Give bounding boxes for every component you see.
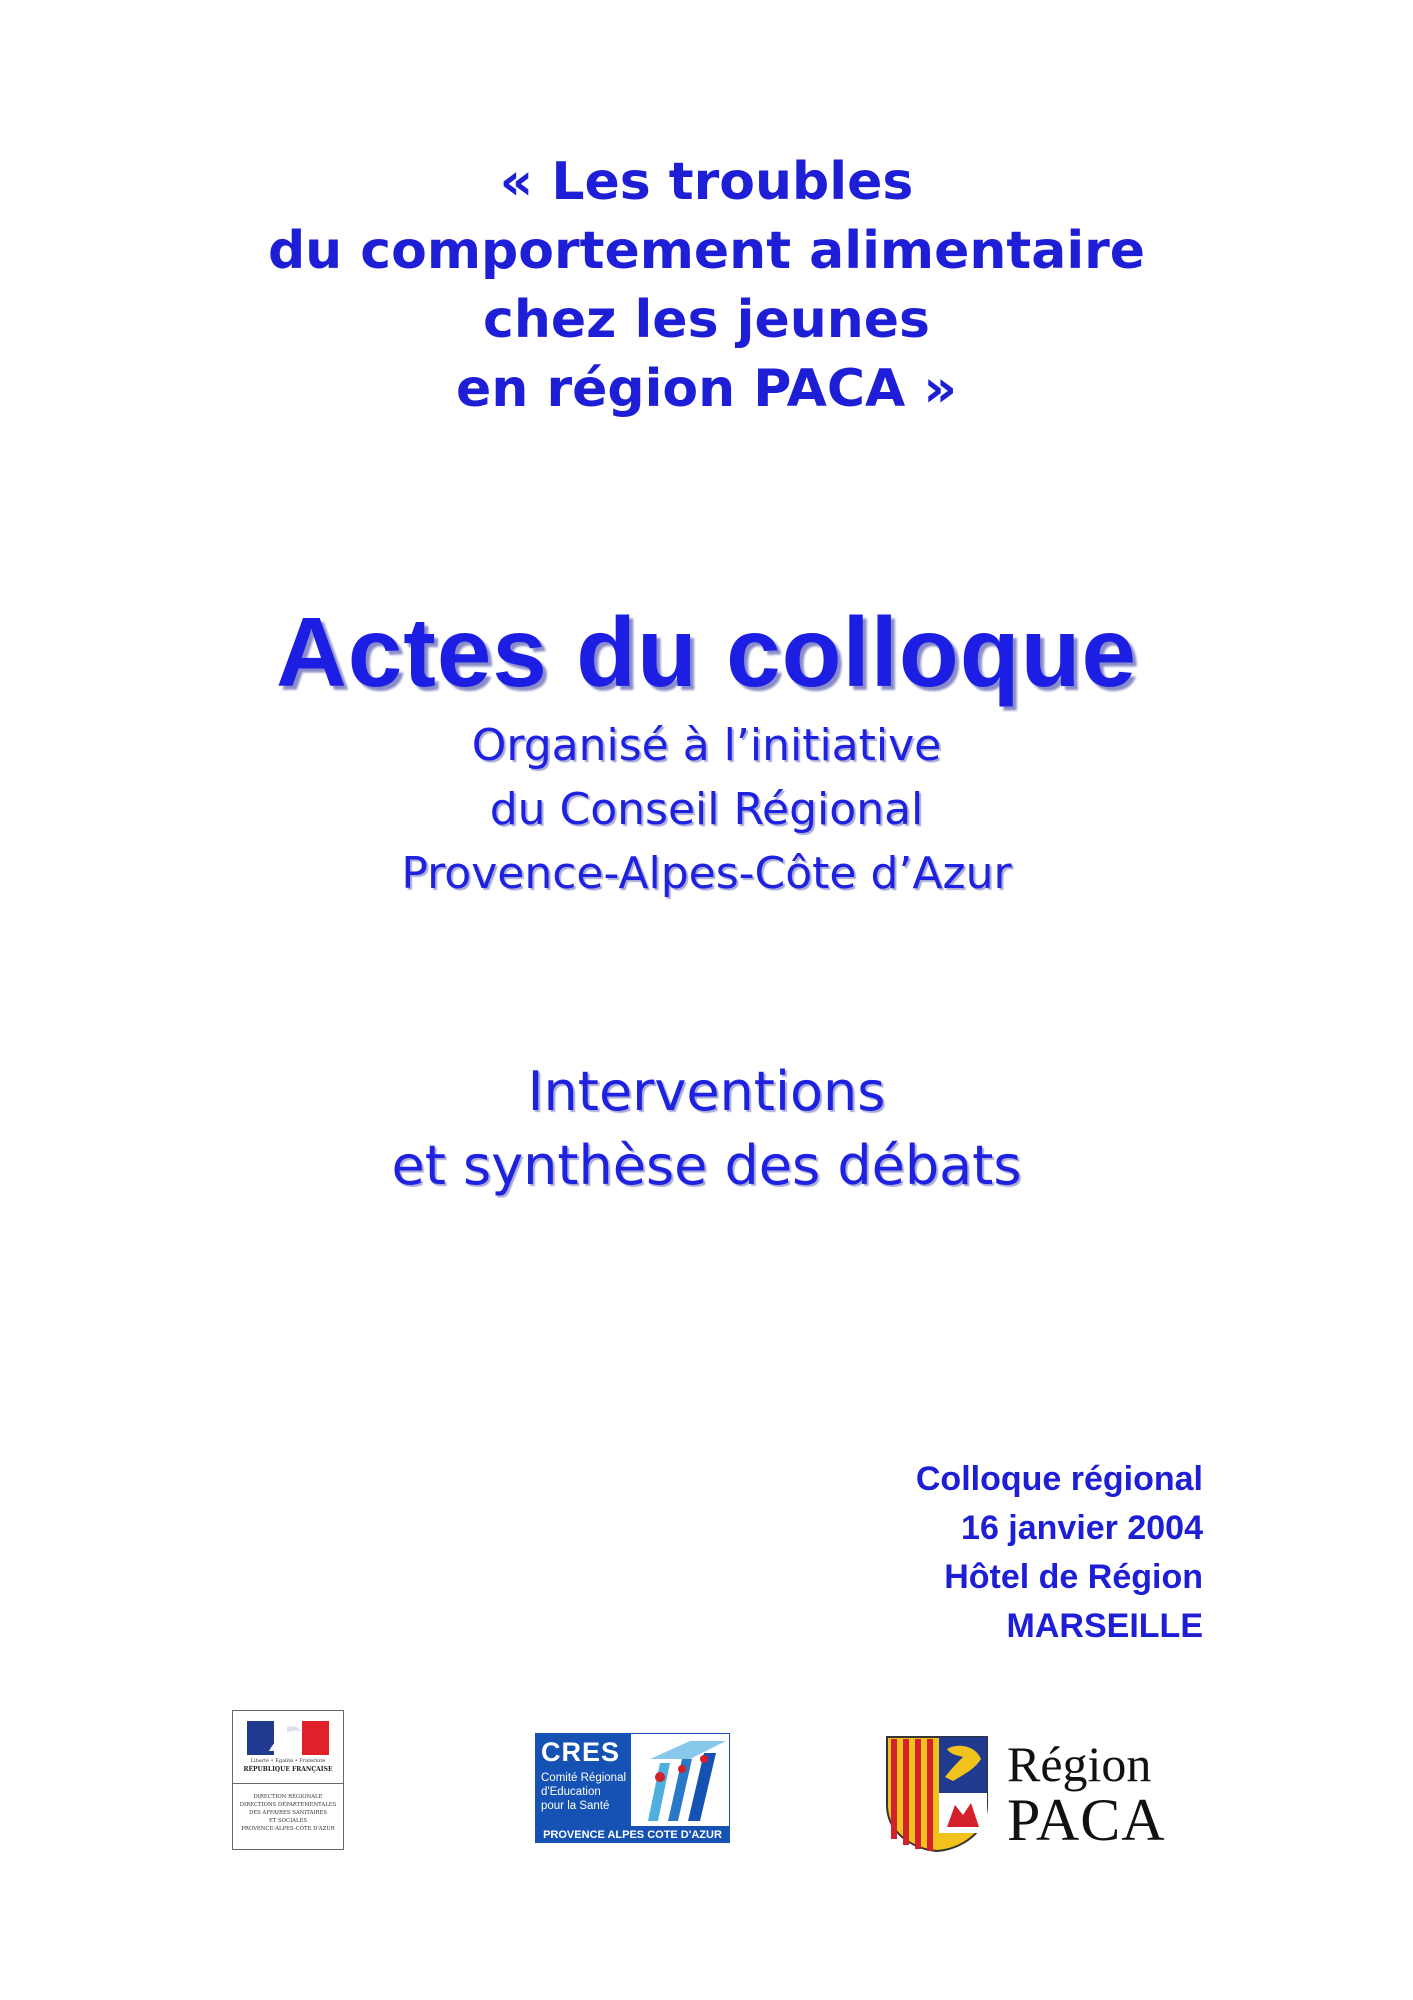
title-line: en région PACA » (456, 359, 957, 419)
republique-text: RÉPUBLIQUE FRANÇAISE (243, 1766, 333, 1773)
title-line: chez les jeunes (483, 290, 930, 350)
cres-blue-panel (535, 1733, 630, 1827)
interventions-subtitle (0, 1055, 1413, 1203)
interventions-line: Interventions (527, 1060, 886, 1123)
cres-logo (535, 1733, 730, 1843)
event-city: MARSEILLE (1006, 1607, 1203, 1645)
ddass-line: ET SOCIALES (268, 1818, 308, 1824)
region-paca-logo (885, 1735, 1195, 1855)
cres-sub-line: pour la Santé (541, 1800, 610, 1812)
cres-graphic-icon (630, 1733, 730, 1827)
ddass-line: DIRECTION RÉGIONALE (253, 1794, 323, 1800)
title-line: du comportement alimentaire (267, 221, 1146, 281)
cres-region-bar: PROVENCE ALPES COTE D'AZUR (535, 1827, 730, 1843)
interventions-line: et synthèse des débats (391, 1134, 1022, 1197)
subtitle-line: Organisé à l’initiative (471, 720, 942, 771)
cres-sub-line: Comité Régional (541, 1772, 627, 1784)
event-type: Colloque régional (915, 1460, 1203, 1498)
logo-divider (233, 1783, 343, 1784)
motto-text: Liberté • Égalité • Fraternité (250, 1758, 326, 1764)
main-heading: Actes du colloque (275, 597, 1137, 707)
paca-word: PACA (1007, 1787, 1166, 1853)
ddass-line: PROVENCE-ALPES-CÔTE D'AZUR (241, 1826, 335, 1832)
title-line: « Les troubles (499, 152, 914, 212)
subtitle-line: du Conseil Régional (489, 784, 924, 835)
region-word: Région (1007, 1736, 1152, 1792)
document-title (0, 148, 1413, 424)
organiser-subtitle (0, 714, 1413, 906)
event-info (916, 1455, 1203, 1651)
cres-subtitle (541, 1771, 629, 1813)
cres-sub-line: d'Education (541, 1786, 601, 1798)
ddass-text (235, 1793, 341, 1833)
region-coat-of-arms-icon (885, 1735, 989, 1853)
ddass-line: DES AFFAIRES SANITAIRES (248, 1810, 328, 1816)
marianne-flag-icon (247, 1721, 329, 1755)
subtitle-line: Provence-Alpes-Côte d’Azur (401, 848, 1012, 899)
ddass-line: DIRECTIONS DÉPARTEMENTALES (239, 1802, 337, 1808)
event-venue: Hôtel de Région (944, 1558, 1203, 1596)
republique-francaise-logo (232, 1710, 344, 1850)
event-date: 16 janvier 2004 (961, 1509, 1203, 1547)
cres-acronym: CRES (541, 1737, 621, 1767)
